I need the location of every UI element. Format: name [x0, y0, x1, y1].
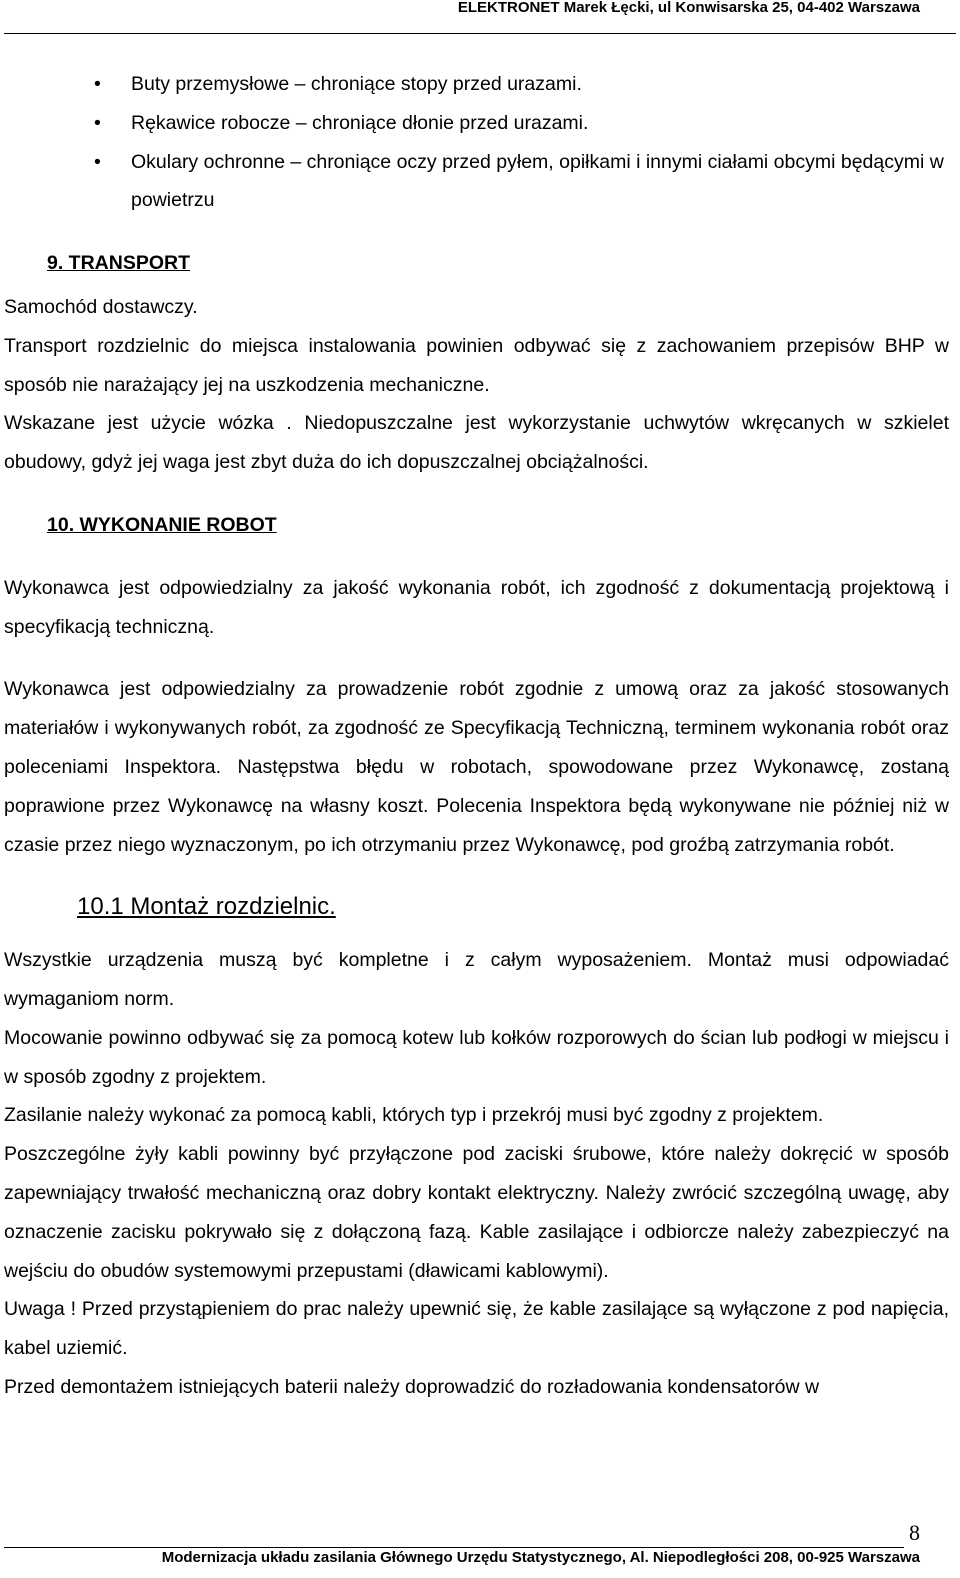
paragraph: Przed demontażem istniejących baterii należy doprowadzić do rozładowania kondensatorów w — [4, 1375, 820, 1398]
footer-divider — [4, 1547, 904, 1548]
section-heading-transport: 9. TRANSPORT — [47, 252, 191, 275]
page-footer: Modernizacja układu zasilania Głównego Urzędu Statystycznego, Al. Niepodległości 208, 00-925 Warszawa — [161, 1549, 920, 1566]
document-body — [4, 65, 949, 1407]
paragraph: Uwaga ! Przed przystąpieniem do prac należy upewnić się, że kable zasilające są wyłączone z pod napięcia, kabel uziemić. — [4, 1298, 949, 1360]
paragraph: Transport rozdzielnic do miejsca instalowania powinien odbywać się z zachowaniem przepisów BHP w sposób nie narażający jej na uszkodzenia mechaniczne. — [4, 334, 949, 396]
paragraph: Wykonawca jest odpowiedzialny za prowadzenie robót zgodnie z umową oraz za jakość stosowanych materiałów i wykonywanych robót, za zgodność ze Specyfikacją Techniczną, terminem wykonania robót oraz poleceniami Inspektora. Następstwa błędu w robotach, spowodowane przez Wykonawcę, zostaną poprawione przez Wykonawcę na własny koszt. Polecenia Inspektora będą wykonywane nie później niż w czasie przez niego wyznaczonym, po ich otrzymaniu przez Wykonawcę, pod groźbą zatrzymania robót. — [4, 678, 949, 856]
header-divider — [4, 33, 956, 34]
paragraph: Poszczególne żyły kabli powinny być przyłączone pod zaciski śrubowe, które należy dokręcić w sposób zapewniający trwałość mechaniczną oraz dobry kontakt elektryczny. Należy zwrócić szczególną uwagę, aby oznaczenie zacisku pokrywało się z dołączoną fazą. Kable zasilające i odbiorcze należy zabezpieczyć na wejściu do obudów systemowymi przepustami (dławicami kablowymi). — [4, 1143, 949, 1282]
list-item: • Buty przemysłowe – chroniące stopy przed urazami. — [4, 65, 949, 104]
subsection-heading-montaz: 10.1 Montaż rozdzielnic. — [77, 893, 336, 921]
paragraph: Mocowanie powinno odbywać się za pomocą kotew lub kołków rozporowych do ścian lub podłogi w miejscu i w sposób zgodny z projektem. — [4, 1026, 949, 1088]
paragraph: Wykonawca jest odpowiedzialny za jakość wykonania robót, ich zgodność z dokumentacją projektową i specyfikacją techniczną. — [4, 576, 949, 638]
paragraph: Wszystkie urządzenia muszą być kompletne i z całym wyposażeniem. Montaż musi odpowiadać wymaganiom norm. — [4, 949, 949, 1010]
paragraph: Samochód dostawczy. — [4, 295, 198, 318]
paragraph: Wskazane jest użycie wózka . Niedopuszczalne jest wykorzystanie uchwytów wkręcanych w szkielet obudowy, gdyż jej waga jest zbyt duża do ich dopuszczalnej obciążalności. — [4, 412, 949, 474]
list-item: • Okulary ochronne – chroniące oczy przed pyłem, opiłkami i innymi ciałami obcymi będącymi w powietrzu — [4, 143, 949, 221]
page-number: 8 — [909, 1520, 920, 1545]
ppe-bullet-list — [4, 65, 949, 220]
section-heading-wykonanie: 10. WYKONANIE ROBOT — [47, 513, 277, 536]
page-header: ELEKTRONET Marek Łęcki, ul Konwisarska 25, 04-402 Warszawa — [457, 0, 920, 16]
list-item: • Rękawice robocze – chroniące dłonie przed urazami. — [4, 104, 949, 143]
paragraph: Zasilanie należy wykonać za pomocą kabli, których typ i przekrój musi być zgodny z projektem. — [4, 1104, 824, 1127]
